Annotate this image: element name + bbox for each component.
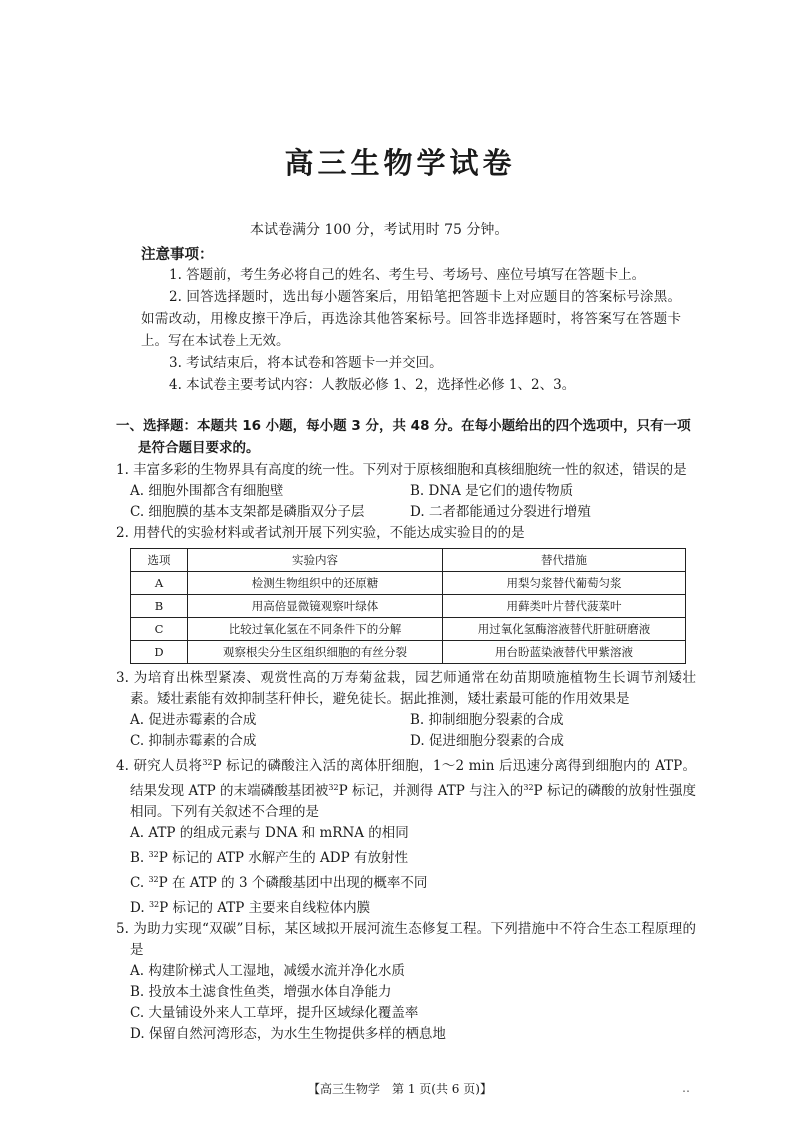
experiment-table bbox=[130, 548, 686, 664]
option-b bbox=[130, 844, 696, 869]
option-letter: C. bbox=[130, 875, 149, 891]
option-c bbox=[130, 869, 696, 894]
question-3 bbox=[116, 668, 696, 752]
notice-item: 1. 答题前，考生务必将自己的姓名、考生号、考场号、座位号填写在答题卡上。 bbox=[169, 267, 646, 283]
table-cell: A bbox=[131, 572, 188, 595]
option-letter: D. bbox=[130, 900, 149, 916]
questions bbox=[116, 460, 696, 1045]
table-cell: 用台盼蓝染液替代甲紫溶液 bbox=[443, 641, 686, 664]
option-a: A. 细胞外围都含有细胞壁 bbox=[130, 483, 284, 499]
notice-item: 4. 本试卷主要考试内容：人教版必修 1、2，选择性必修 1、2、3。 bbox=[169, 377, 576, 393]
option-a: A. 促进赤霉素的合成 bbox=[130, 712, 257, 728]
stem-part: P 标记的磷酸的放射性强度相同。下列有关叙述不合理的是 bbox=[130, 783, 697, 820]
table-row bbox=[131, 641, 686, 664]
option-d bbox=[130, 894, 696, 919]
table-row bbox=[131, 572, 686, 595]
question-stem: 3. 为培育出株型紧凑、观赏性高的万寿菊盆栽，园艺师通常在幼苗期喷施植物生长调节剂矮壮素。矮壮素能有效抑制茎秆伸长，避免徒长。据此推测，矮壮素最可能的作用效果是 bbox=[116, 670, 696, 707]
option-d: D. 保留自然河湾形态，为水生生物提供多样的栖息地 bbox=[130, 1026, 446, 1042]
table-cell: B bbox=[131, 595, 188, 618]
option-text: P 标记的 ATP 水解产生的 ADP 有放射性 bbox=[158, 850, 408, 866]
stem-part: P 标记，并测得 ATP 与注入的 bbox=[338, 783, 524, 799]
option-b: B. DNA 是它们的遗传物质 bbox=[410, 483, 574, 499]
option-text: P 标记的 ATP 主要来自线粒体内膜 bbox=[159, 900, 371, 916]
notice-list bbox=[141, 264, 681, 396]
table-cell: D bbox=[131, 641, 188, 664]
option-a: A. 构建阶梯式人工湿地，减缓水流并净化水质 bbox=[130, 963, 405, 979]
option-text: P 在 ATP 的 3 个磷酸基团中出现的概率不同 bbox=[158, 875, 428, 891]
table-header-row bbox=[131, 549, 686, 572]
option-b: B. 抑制细胞分裂素的合成 bbox=[410, 712, 564, 728]
question-2 bbox=[116, 523, 696, 664]
option-c: C. 抑制赤霉素的合成 bbox=[130, 733, 257, 749]
corner-mark: ‥ bbox=[682, 1081, 691, 1095]
table-header: 选项 bbox=[131, 549, 188, 572]
table-cell: 用高倍显微镜观察叶绿体 bbox=[188, 595, 443, 618]
table-header: 替代措施 bbox=[443, 549, 686, 572]
page-footer: 【高三生物学 第 1 页(共 6 页)】 bbox=[308, 1082, 492, 1096]
notice-title: 注意事项： bbox=[141, 247, 214, 263]
page-title: 高三生物学试卷 bbox=[284, 146, 516, 180]
notice-item: 3. 考试结束后，将本试卷和答题卡一并交回。 bbox=[169, 355, 443, 371]
exam-meta: 本试卷满分 100 分，考试用时 75 分钟。 bbox=[250, 222, 509, 238]
table-header: 实验内容 bbox=[188, 549, 443, 572]
table-cell: 用梨匀浆替代葡萄匀浆 bbox=[443, 572, 686, 595]
section-heading bbox=[116, 415, 696, 459]
question-stem: 2. 用替代的实验材料或者试剂开展下列实验，不能达成实验目的的是 bbox=[116, 525, 525, 541]
question-5 bbox=[116, 919, 696, 1045]
isotope-sup: 32 bbox=[148, 900, 160, 909]
question-stem: 5. 为助力实现“双碳”目标，某区域拟开展河流生态修复工程。下列措施中不符合生态工程原理的是 bbox=[116, 921, 696, 958]
table-cell: C bbox=[131, 618, 188, 641]
table-cell: 检测生物组织中的还原糖 bbox=[188, 572, 443, 595]
stem-part: 4. 研究人员将 bbox=[116, 758, 203, 774]
isotope-sup: 32 bbox=[148, 875, 159, 884]
isotope-sup: 32 bbox=[523, 783, 534, 792]
question-4 bbox=[116, 752, 696, 919]
question-stem bbox=[116, 752, 696, 823]
stem-part: P 标记的磷酸注入活的离体肝细胞，1～2 min 后迅速分离得到细胞内的 ATP。结果发现 ATP 的末端磷酸基团被 bbox=[130, 758, 697, 799]
question-1 bbox=[116, 460, 696, 523]
option-letter: B. bbox=[130, 850, 149, 866]
isotope-sup: 32 bbox=[202, 758, 213, 767]
option-a: A. ATP 的组成元素与 DNA 和 mRNA 的相同 bbox=[130, 825, 409, 841]
isotope-sup: 32 bbox=[148, 850, 159, 859]
isotope-sup: 32 bbox=[328, 783, 339, 792]
table-cell: 用藓类叶片替代菠菜叶 bbox=[443, 595, 686, 618]
table-cell: 用过氧化氢酶溶液替代肝脏研磨液 bbox=[443, 618, 686, 641]
option-c: C. 细胞膜的基本支架都是磷脂双分子层 bbox=[130, 504, 365, 520]
table-row bbox=[131, 595, 686, 618]
section-text: 一、选择题：本题共 16 小题，每小题 3 分，共 48 分。在每小题给出的四个选项中，只有一项是符合题目要求的。 bbox=[116, 418, 691, 456]
table-row bbox=[131, 618, 686, 641]
option-c: C. 大量铺设外来人工草坪，提升区域绿化覆盖率 bbox=[130, 1005, 419, 1021]
option-d: D. 二者都能通过分裂进行增殖 bbox=[410, 504, 591, 520]
option-d: D. 促进细胞分裂素的合成 bbox=[410, 733, 564, 749]
question-stem: 1. 丰富多彩的生物界具有高度的统一性。下列对于原核细胞和真核细胞统一性的叙述，错误的是 bbox=[116, 462, 687, 478]
table-cell: 观察根尖分生区组织细胞的有丝分裂 bbox=[188, 641, 443, 664]
notice-item: 2. 回答选择题时，选出每小题答案后，用铅笔把答题卡上对应题目的答案标号涂黑。如需改动，用橡皮擦干净后，再选涂其他答案标号。回答非选择题时，将答案写在答题卡上。写在本试卷上无效。 bbox=[141, 289, 681, 349]
option-b: B. 投放本土滤食性鱼类，增强水体自净能力 bbox=[130, 984, 392, 1000]
table-cell: 比较过氧化氢在不同条件下的分解 bbox=[188, 618, 443, 641]
